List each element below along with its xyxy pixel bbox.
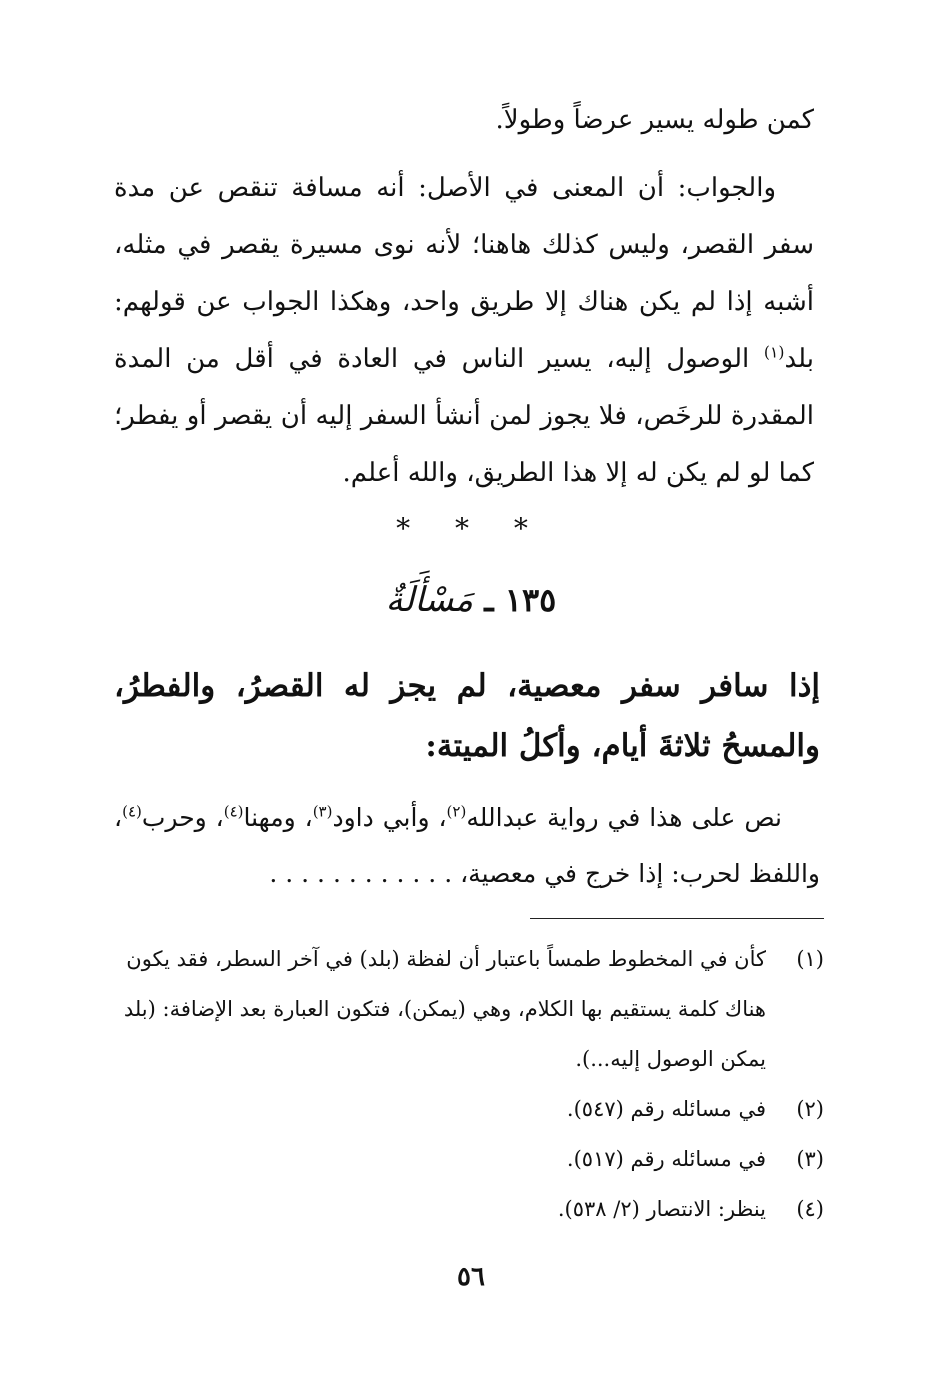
answer-text-part2: الوصول إليه، يسير الناس في العادة في أقل من المدة المقدرة للرخَص، فلا يجوز لمن أنشأ السفر إليه أن يقصر أو يفطر؛ كما لو لم يكن له إلا هذا الطريق، والله أعلم. — [114, 344, 814, 488]
issue-number: ١٣٥ ـ — [484, 581, 557, 619]
footnote-ref-2: (٢) — [446, 802, 467, 821]
continuation-dots: . . . . . . . . . . . . — [269, 859, 453, 888]
answer-text-part1: والجواب: أن المعنى في الأصل: أنه مسافة تنقص عن مدة سفر القصر، وليس كذلك هاهنا؛ لأنه نوى مسيرة يقصر في مثله، أشبه إذا لم يكن هناك إلا طريق واحد، وهكذا الجواب عن قولهم: بلد — [114, 173, 814, 374]
footnote-2 — [114, 1084, 824, 1134]
narration-text-1: نص على هذا في رواية عبدالله — [466, 803, 783, 832]
section-separator: * * * — [396, 512, 546, 545]
intro-paragraph: كمن طوله يسير عرضاً وطولاً. — [495, 105, 814, 135]
answer-paragraph — [114, 160, 814, 502]
issue-heading — [0, 580, 942, 620]
page-number: ٥٦ — [457, 1262, 485, 1292]
footnote-number: (٤) — [796, 1197, 824, 1221]
footnote-ref-1: (١) — [763, 343, 785, 362]
narration-paragraph — [114, 790, 820, 902]
footnote-ref-4b: (٤) — [122, 802, 142, 821]
footnote-number: (٢) — [796, 1097, 824, 1121]
narration-text-2: ، وأبي داود — [332, 803, 447, 832]
narration-text-3: ، ومهنا — [243, 803, 313, 832]
footnotes — [114, 934, 824, 1234]
footnote-number: (١) — [796, 947, 824, 971]
footnote-ref-3: (٣) — [312, 802, 333, 821]
issue-heading-word: مَسْأَلَةٌ — [385, 580, 474, 620]
issue-statement: إذا سافر سفر معصية، لم يجز له القصرُ، والفطرُ، والمسحُ ثلاثةَ أيام، وأكلُ الميتة: — [114, 668, 820, 764]
footnote-text: ينظر: الانتصار (٢/ ٥٣٨). — [557, 1197, 766, 1221]
footnote-4 — [114, 1184, 824, 1234]
narration-text-4: ، وحرب — [141, 803, 224, 832]
footnote-1 — [114, 934, 824, 1084]
footnote-text: في مسائله رقم (٥١٧). — [566, 1147, 766, 1171]
footnote-divider — [530, 918, 824, 919]
footnote-text: في مسائله رقم (٥٤٧). — [566, 1097, 766, 1121]
footnote-text: كأن في المخطوط طمساً باعتبار أن لفظة (بلد) في آخر السطر، فقد يكون هناك كلمة يستقيم بها الكلام، وهي (يمكن)، فتكون العبارة بعد الإضافة: (بلد يمكن الوصول إليه...). — [123, 947, 766, 1071]
footnote-number: (٣) — [796, 1147, 824, 1171]
narration-text-5: ، واللفظ لحرب: إذا خرج في معصية، — [114, 803, 820, 888]
footnote-ref-4a: (٤) — [223, 802, 244, 821]
footnote-3 — [114, 1134, 824, 1184]
